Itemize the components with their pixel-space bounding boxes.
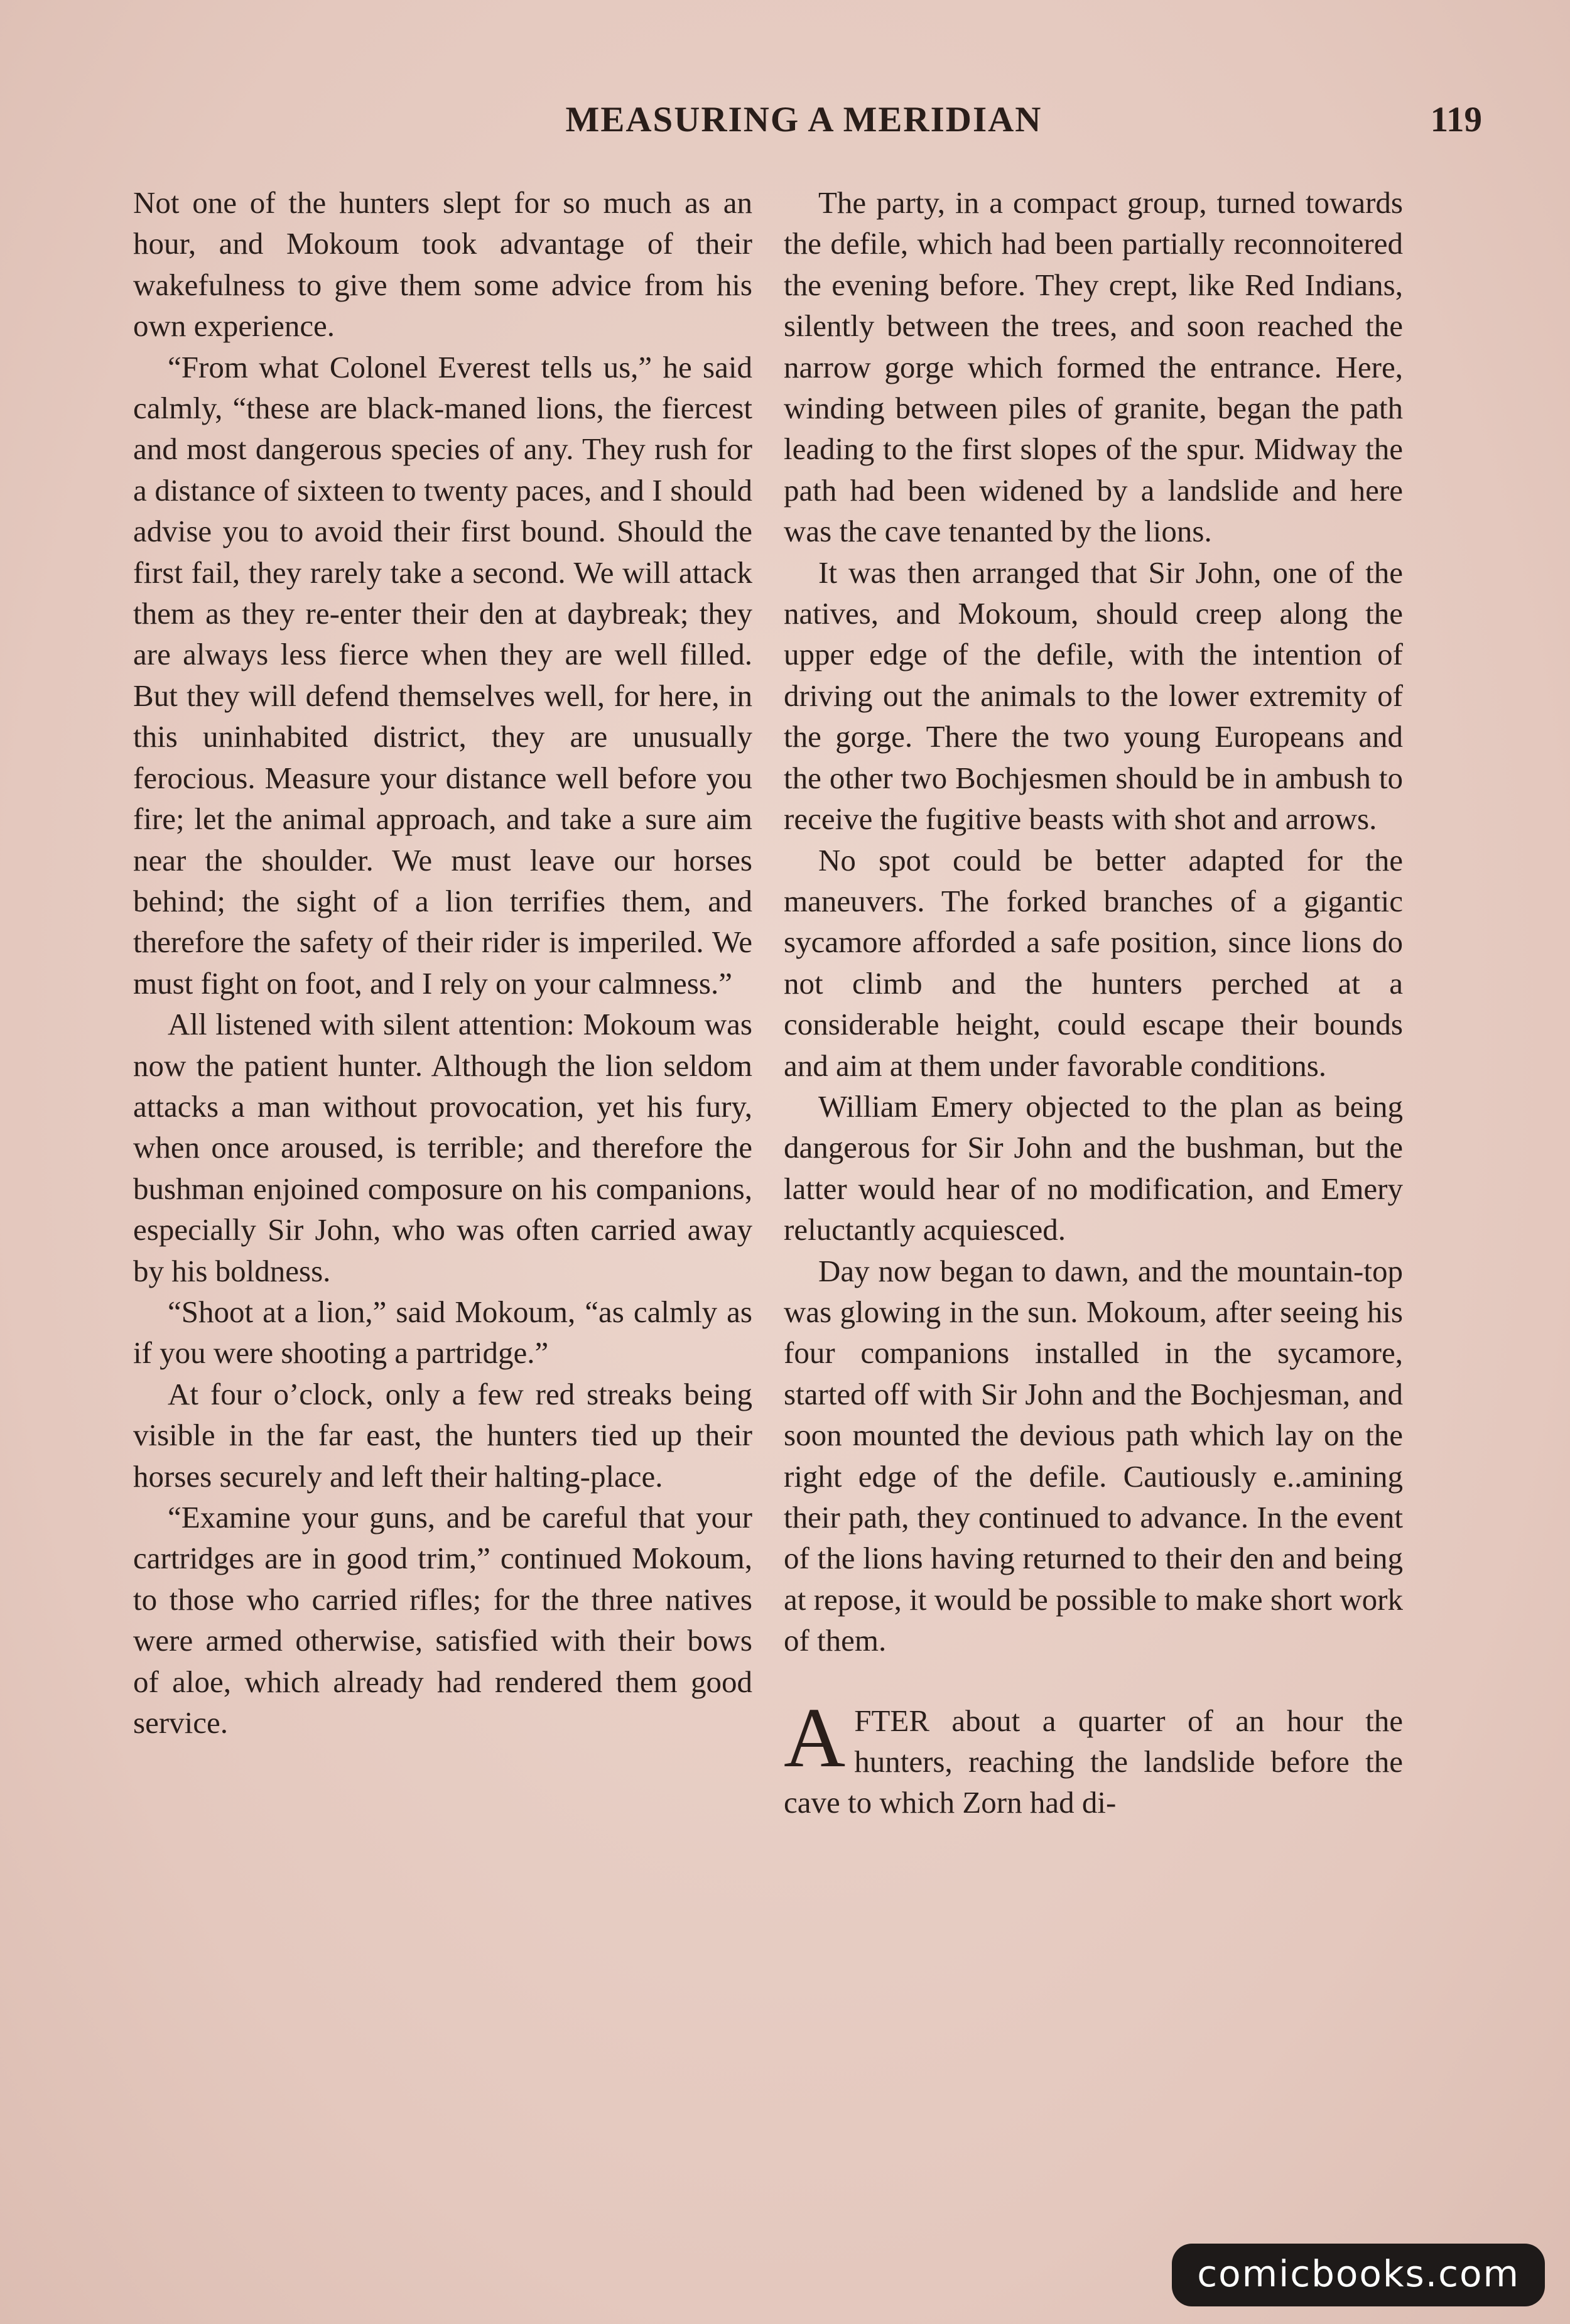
paragraph: The party, in a compact group, turned towards the defile, which had been partially reconnoitered the evening before. They crept, like Red Indians, silently between the trees, and soon reached the narrow gorge which formed the entrance. Here, winding between piles of granite, began the path leading to the first slopes of the spur. Midway the path had been widened by a landslide and here was the cave tenanted by the lions. — [784, 185, 1403, 549]
paragraph: It was then arranged that Sir John, one of the natives, and Mokoum, should creep along the upper edge of the defile, with the intention of driving out the animals to the lower extremity of the gorge. There the two young Europeans and the other two Bochjesmen should be in ambush to receive the fugitive beasts with shot and arrows. — [784, 555, 1403, 837]
paragraph: All listened with silent attention: Mokoum was now the patient hunter. Although the lion seldom attacks a man without provocation, yet his fury, when once aroused, is terrible; and therefore the bushman enjoined composure on his companions, especially Sir John, who was often carried away by his boldness. — [133, 1007, 752, 1288]
paragraph: Not one of the hunters slept for so much as an hour, and Mokoum took advantage of their wakefulness to give them some advice from his own experience. — [133, 185, 752, 344]
page-number: 119 — [1430, 100, 1482, 139]
drop-cap-initial: A — [784, 1690, 846, 1785]
paragraph: “Examine your guns, and be careful that your cartridges are in good trim,” continued Mokoum, to those who carried rifles; for the three natives were armed otherwise, satisfied with their bows of aloe, which already had rendered them good service. — [133, 1500, 752, 1740]
right-column — [784, 182, 1403, 1823]
running-title: MEASURING A MERIDIAN — [565, 100, 1042, 139]
drop-cap-paragraph-text: FTER about a quarter of an hour the hunters, reaching the landslide before the cave to which Zorn had di- — [784, 1703, 1403, 1820]
paragraph: Day now began to dawn, and the mountain-top was glowing in the sun. Mokoum, after seeing his four companions installed in the sycamore, started off with Sir John and the Bochjesman, and soon mounted the devious path which lay on the right edge of the defile. Cautiously e..amining their path, they continued to advance. In the event of the lions having returned to their den and being at repose, it would be possible to make short work of them. — [784, 1253, 1403, 1658]
watermark-badge: comicbooks.com — [1172, 2244, 1545, 2306]
left-column — [133, 182, 752, 1743]
paragraph: At four o’clock, only a few red streaks being visible in the far east, the hunters tied up their horses securely and left their halting-place. — [133, 1376, 752, 1494]
drop-cap-paragraph — [784, 1690, 1403, 1823]
paragraph: William Emery objected to the plan as being dangerous for Sir John and the bushman, but the latter would hear of no modification, and Emery reluctantly acquiesced. — [784, 1089, 1403, 1247]
page-header — [126, 99, 1482, 149]
paragraph: “Shoot at a lion,” said Mokoum, “as calmly as if you were shooting a partridge.” — [133, 1294, 752, 1371]
paragraph: “From what Colonel Everest tells us,” he said calmly, “these are black-maned lions, the fiercest and most dangerous species of any. They rush for a distance of sixteen to twenty paces, and I should advise you to avoid their first bound. Should the first fail, they rarely take a second. We will attack them as they re-enter their den at daybreak; they are always less fierce when they are well filled. But they will defend themselves well, for here, in this uninhabited district, they are unusually ferocious. Measure your distance well before you fire; let the animal approach, and take a sure aim near the shoulder. We must leave our horses behind; the sight of a lion terrifies them, and therefore the safety of their rider is imperiled. We must fight on foot, and I rely on your calmness.” — [133, 349, 752, 1001]
paragraph: No spot could be better adapted for the maneuvers. The forked branches of a gigantic sycamore afforded a safe position, since lions do not climb and the hunters perched at a considerable height, could escape their bounds and aim at them under favorable conditions. — [784, 842, 1403, 1083]
